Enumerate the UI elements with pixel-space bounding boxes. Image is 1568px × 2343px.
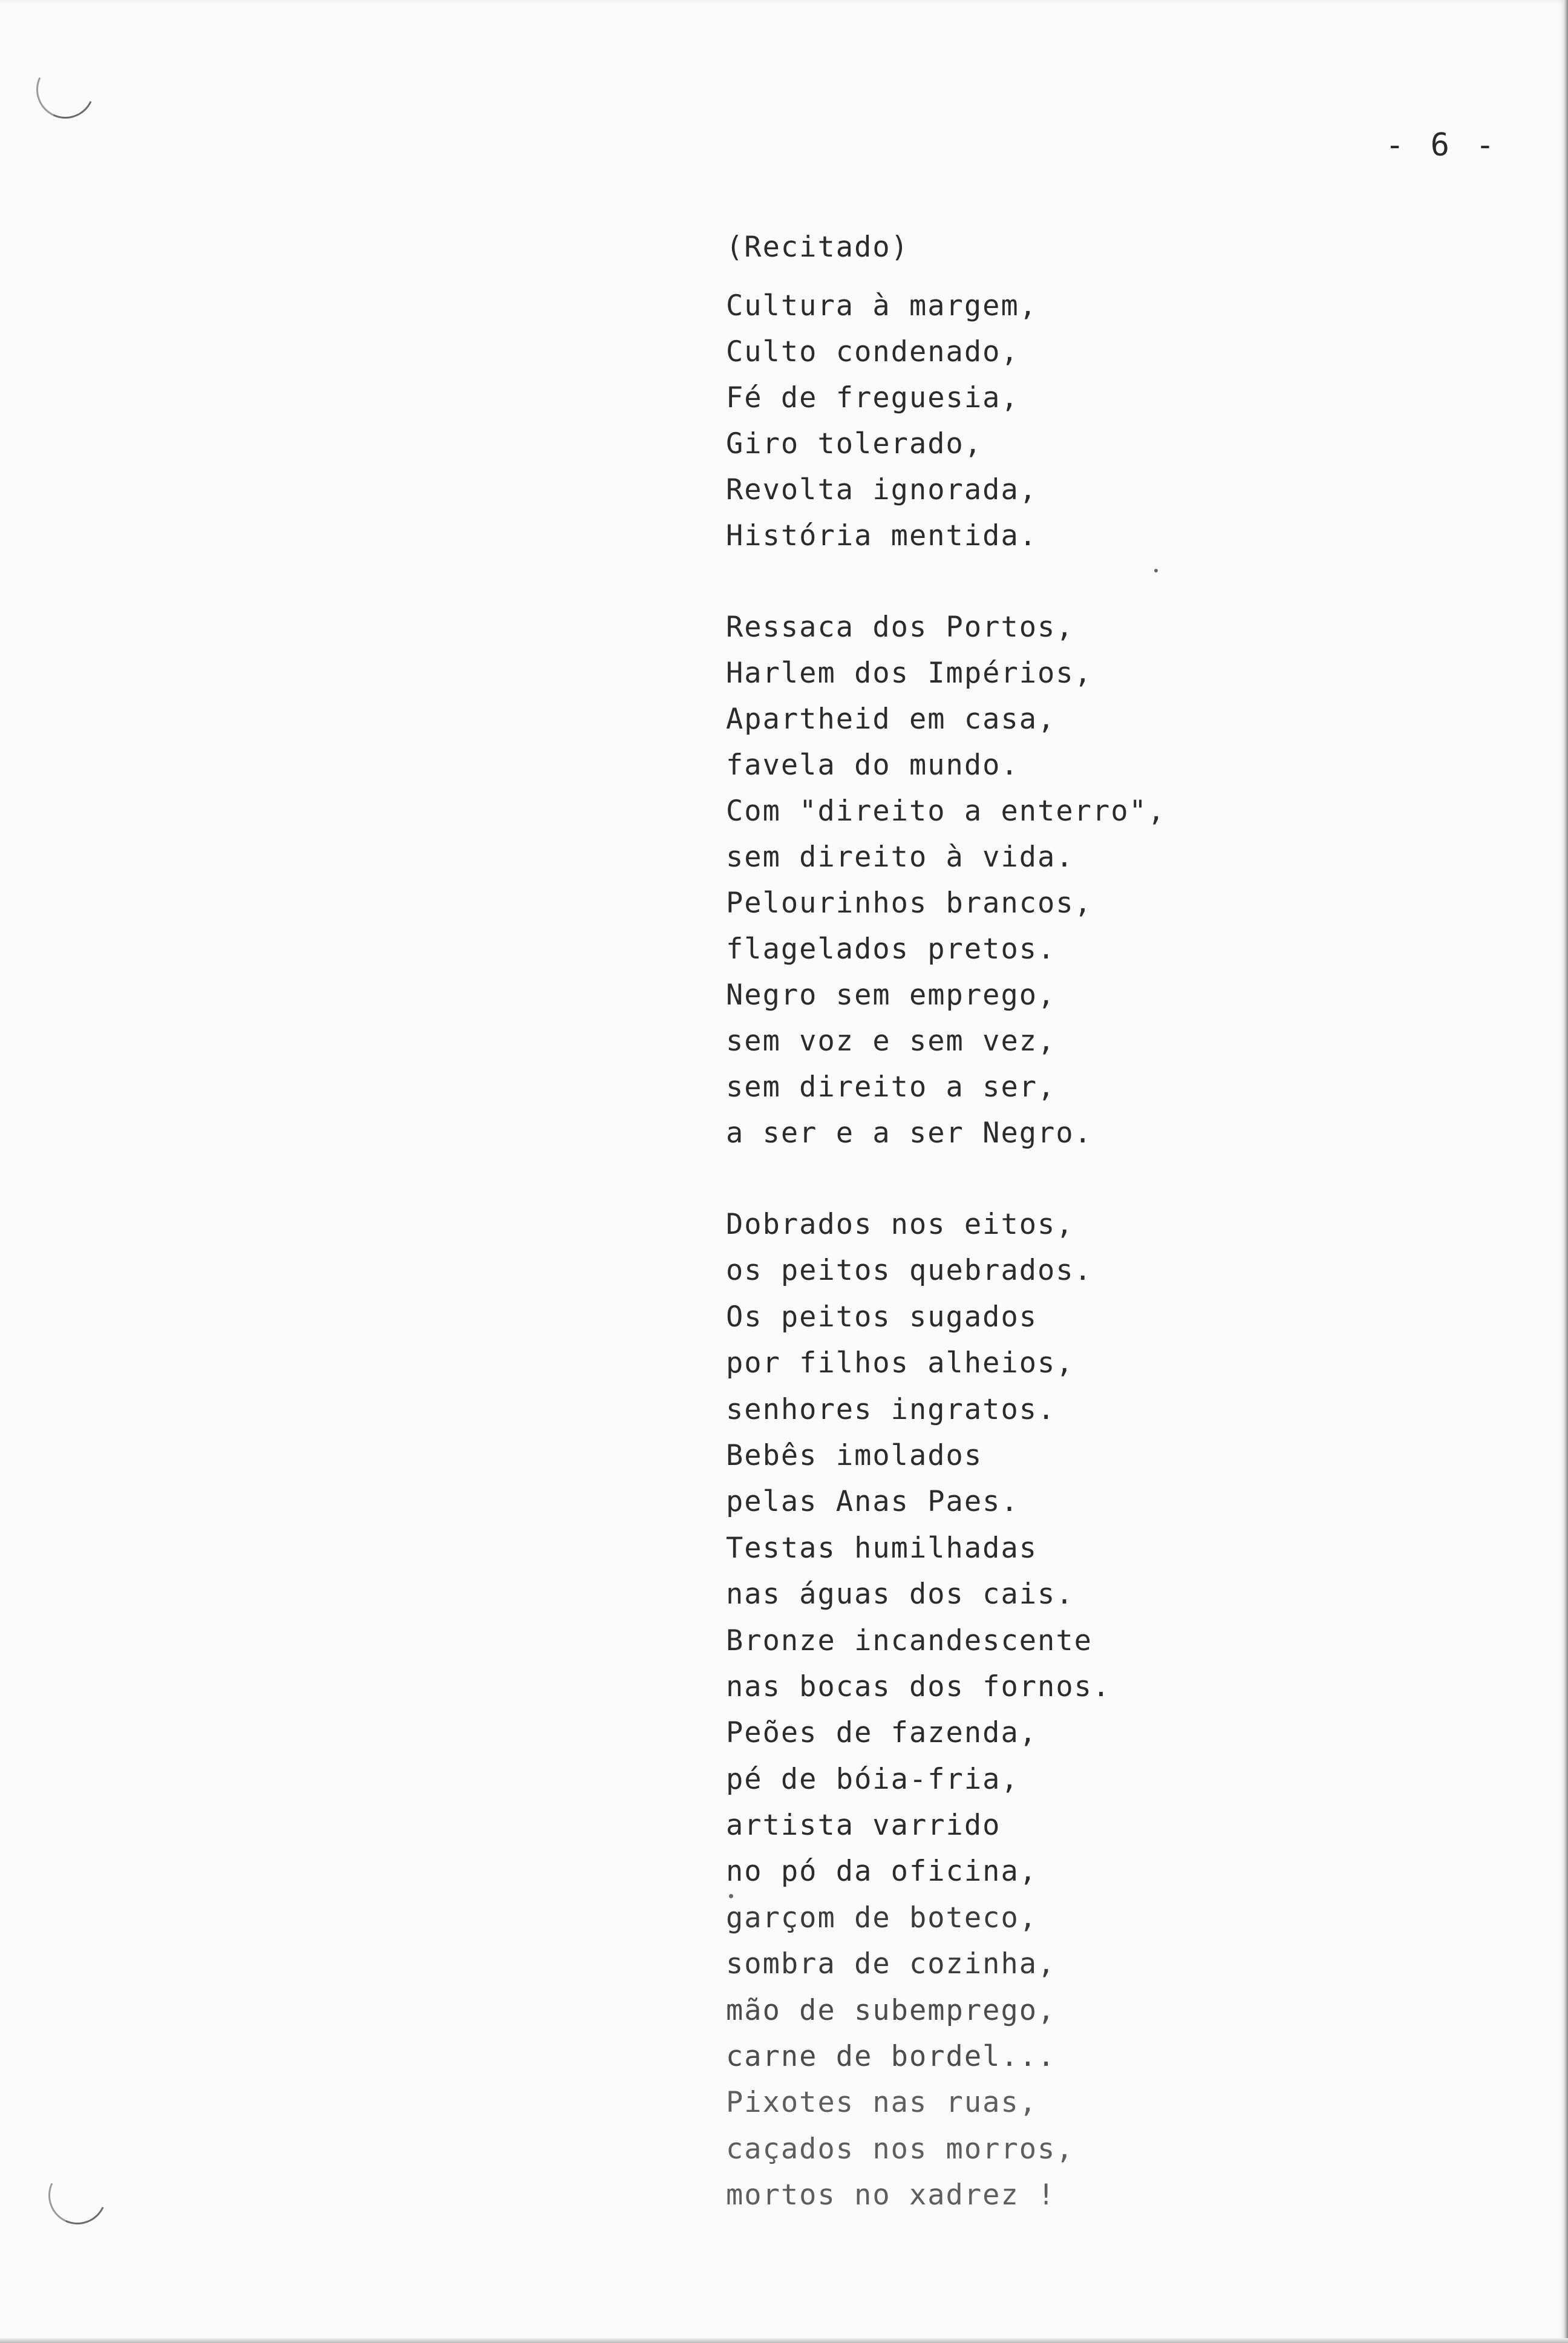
- poem-line: os peitos quebrados.: [726, 1254, 1093, 1288]
- page-right-edge: [1564, 0, 1568, 2343]
- poem-line: pé de bóia-fria,: [726, 1762, 1019, 1796]
- poem-line: Negro sem emprego,: [726, 978, 1056, 1012]
- poem-line: Peões de fazenda,: [726, 1716, 1038, 1750]
- poem-line: favela do mundo.: [726, 749, 1019, 782]
- poem-line: caçados nos morros,: [726, 2132, 1074, 2166]
- poem-line: Com "direito a enterro",: [726, 795, 1166, 828]
- poem-line: Bebês imolados: [726, 1438, 983, 1472]
- poem-line: no pó da oficina,: [726, 1855, 1038, 1889]
- poem-line: mortos no xadrez !: [726, 2178, 1056, 2212]
- poem-heading: (Recitado): [726, 231, 909, 264]
- poem-line: senhores ingratos.: [726, 1392, 1056, 1426]
- poem-line: sem direito a ser,: [726, 1070, 1056, 1104]
- stanza-1: [726, 283, 1512, 559]
- poem-line: Dobrados nos eitos,: [726, 1208, 1074, 1241]
- stanza-3: [726, 1202, 1512, 2219]
- poem-line: artista varrido: [726, 1809, 1001, 1843]
- poem-line: nas bocas dos fornos.: [726, 1670, 1111, 1703]
- poem-line: a ser e a ser Negro.: [726, 1116, 1093, 1150]
- poem-line: História mentida.: [726, 519, 1038, 552]
- poem-line: garçom de boteco,: [726, 1901, 1038, 1935]
- poem-line: pelas Anas Paes.: [726, 1485, 1019, 1519]
- poem-line: Apartheid em casa,: [726, 703, 1056, 736]
- poem-line: sem direito à vida.: [726, 841, 1074, 874]
- poem-line: Fé de freguesia,: [726, 381, 1019, 415]
- poem-line: Pelourinhos brancos,: [726, 886, 1093, 920]
- page-bottom-edge: [0, 2338, 1568, 2343]
- poem-line: carne de bordel...: [726, 2040, 1056, 2074]
- poem-line: Harlem dos Impérios,: [726, 657, 1093, 690]
- poem-line: Culto condenado,: [726, 335, 1019, 369]
- poem-line: sombra de cozinha,: [726, 1947, 1056, 1981]
- punch-hole-bottom: [40, 2158, 114, 2232]
- poem-line: Os peitos sugados: [726, 1300, 1038, 1334]
- poem-line: nas águas dos cais.: [726, 1578, 1074, 1611]
- poem-line: Pixotes nas ruas,: [726, 2086, 1038, 2120]
- page-number: - 6 -: [1385, 127, 1498, 163]
- poem-line: Testas humilhadas: [726, 1531, 1038, 1565]
- poem-line: Cultura à margem,: [726, 289, 1038, 323]
- poem-line: sem voz e sem vez,: [726, 1024, 1056, 1058]
- poem-line: Giro tolerado,: [726, 427, 983, 460]
- poem-line: Revolta ignorada,: [726, 473, 1038, 506]
- poem-line: Bronze incandescente: [726, 1624, 1093, 1657]
- poem-line: por filhos alheios,: [726, 1346, 1074, 1380]
- poem-line: Ressaca dos Portos,: [726, 611, 1074, 644]
- poem-body: [726, 224, 1512, 2264]
- poem-line: mão de subemprego,: [726, 1993, 1056, 2027]
- poem-line: flagelados pretos.: [726, 932, 1056, 966]
- stanza-2: [726, 605, 1512, 1156]
- punch-hole-top: [28, 52, 102, 126]
